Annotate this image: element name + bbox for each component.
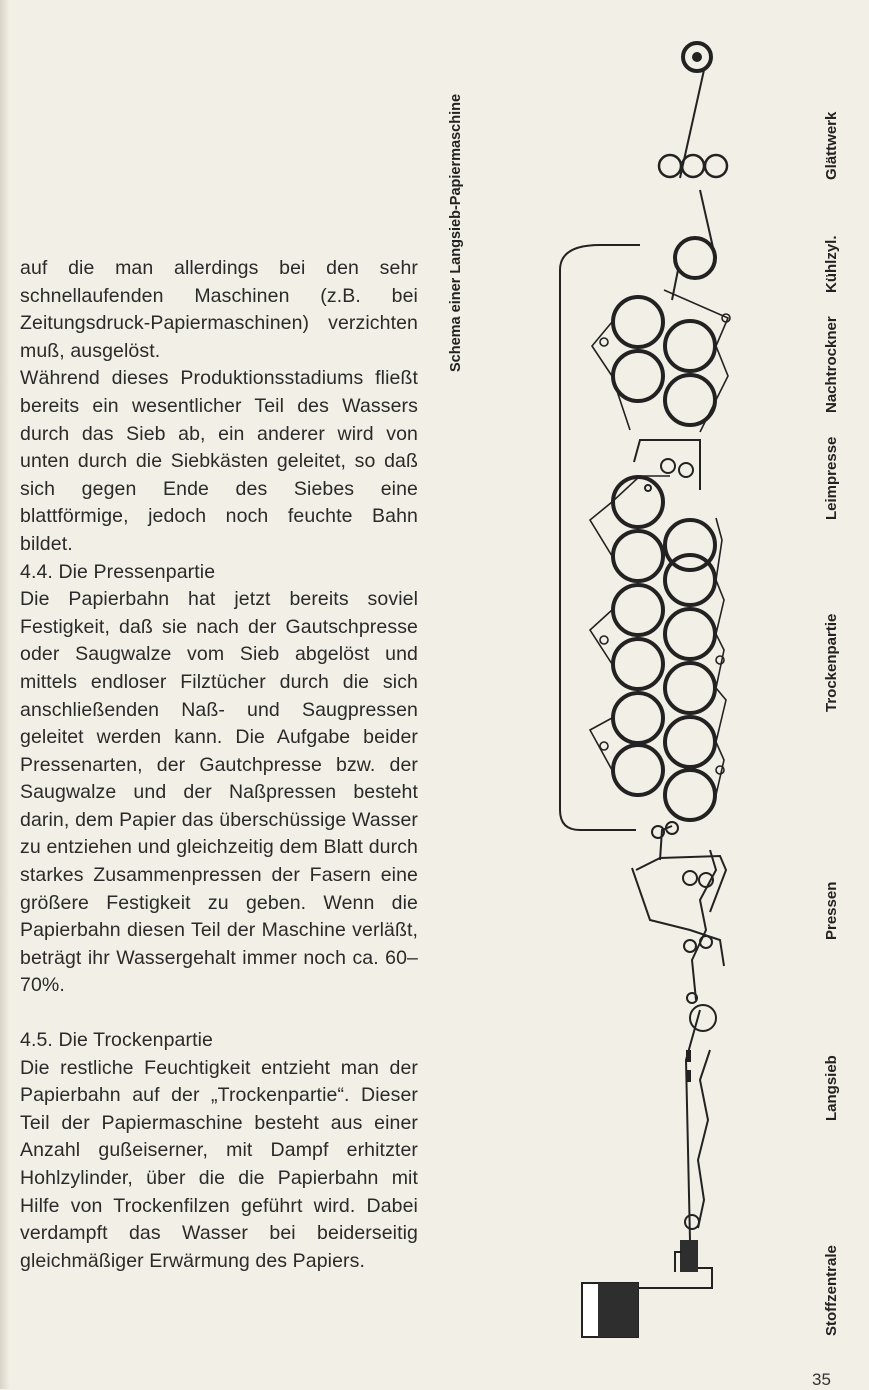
headbox — [680, 1240, 698, 1272]
page-number: 35 — [812, 1370, 831, 1389]
label-leimpresse: Leimpresse — [823, 436, 840, 520]
label-glaettwerk: Glättwerk — [823, 111, 840, 180]
label-pressen: Pressen — [823, 881, 840, 940]
size-press — [634, 440, 700, 491]
reel-core — [693, 53, 701, 61]
label-kuehlzylinder: Kühlzyl. — [823, 235, 840, 293]
web-to-reel — [680, 70, 704, 178]
page-edge-shadow — [0, 0, 10, 1389]
heading-trockenpartie: 4.5. Die Trockenpartie — [20, 1029, 213, 1052]
calender-stack — [659, 155, 727, 177]
cooling-cylinder — [675, 238, 715, 278]
body-text-column — [20, 255, 418, 1275]
diagram-title: Schema einer Langsieb-Papiermaschine — [448, 93, 464, 372]
paragraph-production-stage: Während dieses Produktionsstadiums fließt bereits ein wesentlicher Teil des Wassers durch das Sieb ab, ein anderer wird von unten durch die Siebkästen geleitet, so daß sich gegen Ende des Siebes eine blattförmige, jedoch noch feuchte Bahn bildet. — [20, 367, 418, 555]
label-stoffzentrale: Stoffzentrale — [823, 1245, 840, 1336]
label-nachtrockner: Nachtrockner — [823, 316, 840, 413]
label-langsieb: Langsieb — [823, 1055, 840, 1121]
heading-pressenpartie: 4.4. Die Pressenpartie — [20, 560, 216, 583]
paragraph-continuation: auf die man allerdings bei den sehr schnellaufenden Maschinen (z.B. bei Zeitungsdruck-Papiermaschinen) verzichten muß, ausgelöst. — [20, 257, 418, 362]
paragraph-pressenpartie: Die Papierbahn hat jetzt bereits soviel Festigkeit, daß sie nach der Gautschpresse oder Saugwalze vom Sieb abgelöst und mittels endloser Filztücher durch die sich anschließenden Naß- und Saugpressen geleitet werden kann. Die Aufgabe beider Pressenarten, der Gautchpresse bzw. der Saugwalze und der Naßpressen besteht darin, dem Papier das überschüssige Wasser zu entziehen und gleichzeitig dem Blatt durch starkes Zusammenpressen der Fasern eine größere Festigkeit zu geben. Wenn die Papierbahn diesen Teil der Maschine verläßt, beträgt ihr Wassergehalt immer noch ca. 60–70%. — [20, 588, 418, 997]
stock-tank-fill — [598, 1283, 638, 1337]
press-section — [632, 822, 726, 1000]
wire-section — [685, 993, 716, 1240]
paper-machine-diagram — [540, 30, 740, 1350]
dryer-cylinders — [613, 477, 715, 820]
label-trockenpartie: Trockenpartie — [823, 613, 840, 712]
after-dryer-cylinders — [613, 297, 715, 425]
couch-roll — [690, 1005, 716, 1031]
paragraph-trockenpartie: Die restliche Feuchtigkeit entzieht man der Papierbahn auf der „Trockenpartie“. Dieser Teil der Papiermaschine besteht aus einer Anzahl gußeiserner, mit Dampf erhitzter Hohlzylinder, über die die Papierbahn mit Hilfe von Trockenfilzen geführt wird. Dabei verdampft das Wasser bei beiderseitig gleichmäßiger Erwärmung des Papiers. — [20, 1056, 418, 1272]
breast-roll — [685, 1215, 699, 1229]
